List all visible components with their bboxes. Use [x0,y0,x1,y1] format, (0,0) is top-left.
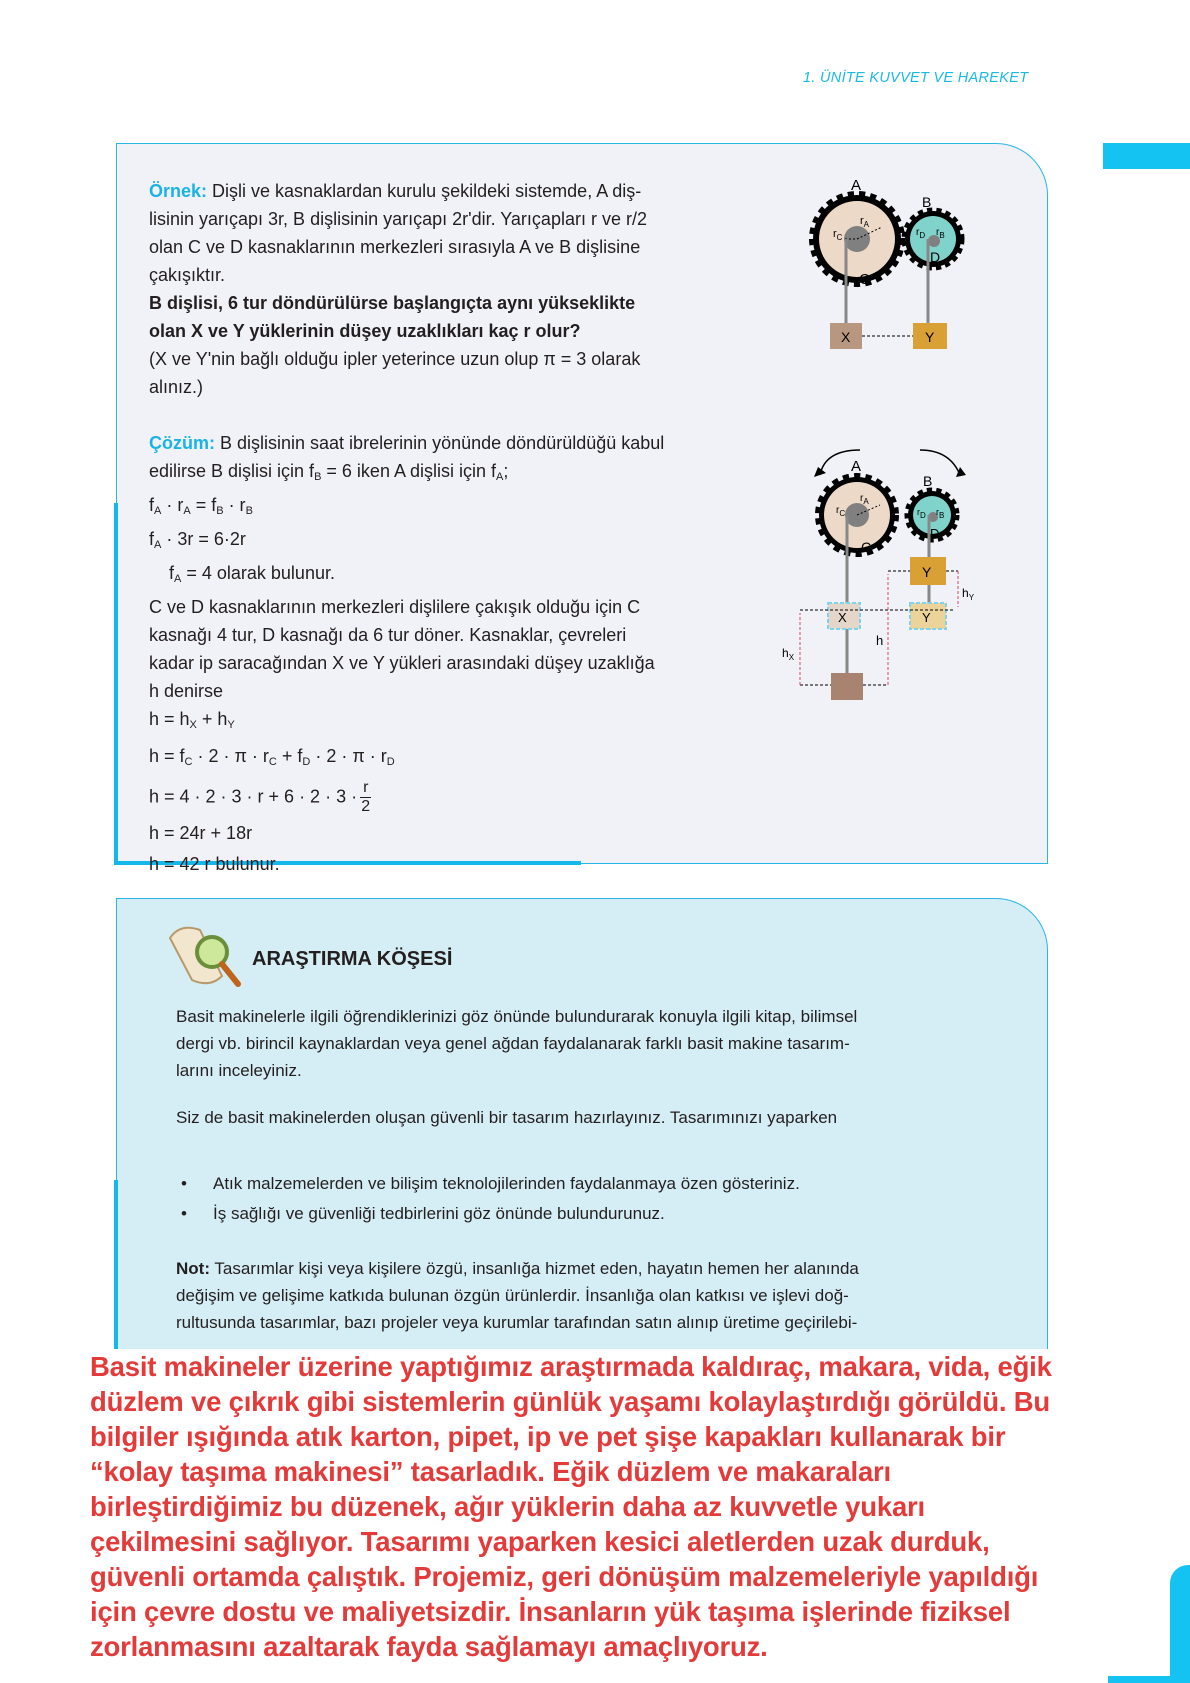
subscript: B [245,505,253,517]
scroll-magnifier-icon [160,918,246,994]
numerator: r [360,779,371,798]
label-rb: rB [936,507,945,520]
text-line: Basit makinelerle ilgili öğrendiklerinizi göz önünde bulundurarak konuyla ilgili kitap, bilimsel [176,1007,858,1026]
page-corner-marker [1108,1676,1190,1683]
solution-line [149,705,749,739]
label-b: B [922,194,932,210]
text-segment: h = 42 r bulunur. [149,854,280,874]
text-line: Tasarımlar kişi veya kişilere özgü, insanlığa hizmet eden, hayatın hemen her alanında [209,1259,859,1278]
text-segment: h = 24r + 18r [149,823,253,843]
text-segment: h = 4 · 2 · 3 · r + 6 · 2 · 3 · [149,786,358,807]
bullet: • [181,1174,187,1193]
text-segment: · r [223,495,246,515]
solution-line [149,850,749,878]
text-segment: h = h [149,709,190,729]
bullet: • [181,1204,187,1223]
note-label: Not: [176,1259,210,1278]
label-subscript: X [788,653,795,662]
text-line: değişim ve gelişime katkıda bulunan özgün ürünlerdir. İnsanlığa olan katkısı ve işlevi doğ- [176,1286,849,1305]
solution-line [149,559,749,593]
label-rd: $r_D$ [916,227,926,240]
solution-line [149,429,749,457]
label-x: X [838,610,847,625]
label-subscript: B [939,511,945,520]
question-line: olan X ve Y yüklerinin düşey uzaklıkları kaç r olur? [149,321,581,341]
label-y: Y [922,564,932,580]
fraction [360,779,371,816]
answer-line: için çevre dostu ve maliyetsizdir. İnsanların yük taşıma işlerinde fiziksel [90,1596,1011,1627]
bullet-item: Atık malzemelerden ve bilişim teknolojilerinden faydalanmaya özen gösteriniz. [213,1174,800,1193]
rotation-arrow-b [920,450,960,475]
answer-line: çekilmesini sağlıyor. Tasarımı yaparken kesici aletlerden uzak durduk, [90,1526,990,1557]
label-b: B [923,473,933,489]
label-subscript: A [863,220,870,229]
subscript: A [183,505,191,517]
text-line: dergi vb. birincil kaynaklardan veya genel ağdan faydalanarak farklı basit makine tasarım- [176,1034,850,1053]
solution-line [149,621,749,649]
label-x: X [841,329,851,345]
label-subscript: B [939,231,945,240]
text-segment: B dişlisinin saat ibrelerinin yönünde döndürüldüğü kabul [215,433,665,453]
label-rd: rD [917,507,926,520]
denominator: 2 [361,798,371,815]
subscript: C [184,756,193,768]
label-a: A [851,177,862,194]
bullet-item: İş sağlığı ve güvenliği tedbirlerini göz önünde bulundurunuz. [213,1204,665,1223]
answer-line: bilgiler ışığında atık karton, pipet, ip ve pet şişe kapakları kullanarak bir [90,1421,1006,1452]
answer-line: zorlanmasını azaltarak fayda sağlamayı amaçlıyoruz. [90,1631,768,1662]
solution-line [149,457,749,491]
label-hy: $h_Y$ [962,586,975,602]
label-rc: $r_C$ [836,505,846,518]
answer-text [90,1349,1110,1664]
answer-line: Basit makineler üzerine yaptığımız araştırmada kaldıraç, makara, vida, eğik [90,1351,1052,1382]
label-subscript: A [863,497,869,506]
label-c: C [859,271,870,288]
text-segment: h = f [149,746,185,766]
subscript: D [302,756,311,768]
text-segment: kadar ip saracağından X ve Y yükleri arasındaki düşey uzaklığa [149,653,655,673]
unit-header: 1. ÜNİTE KUVVET VE HAREKET [803,70,1029,86]
text-segment: f [149,563,175,583]
gear-system-diagram [800,175,980,355]
example-line: olan C ve D kasnaklarının merkezleri sırasıyla A ve B dişlisine [149,237,641,257]
solution-line [149,491,749,525]
label-d: D [930,526,940,541]
answer-line: güvenli ortamda çalıştık. Projemiz, geri dönüşüm malzemeleriyle yapıldığı [90,1561,1039,1592]
text-segment: · r [161,495,184,515]
label-subscript: C [839,509,846,518]
label-y: Y [925,329,935,345]
label-subscript: D [919,231,926,240]
label-y-initial: Y [922,610,931,625]
text-segment: = 6 iken A dişlisi için f [321,461,496,481]
subscript: A [496,471,504,483]
note-line: (X ve Y'nin bağlı olduğu ipler yeterince uzun olup π = 3 olarak [149,349,641,369]
label-ra: $r_A$ [860,215,870,229]
text-segment: f [149,495,155,515]
research-note [176,1255,986,1336]
box-edge-left [114,1180,118,1360]
subscript: X [189,719,197,731]
label-hx: $h_X$ [782,646,795,662]
page-tab-marker [1103,143,1190,169]
label-rb: $r_B$ [936,227,945,240]
solution-line [149,593,749,621]
example-line: çakışıktır. [149,265,226,285]
text-segment: edilirse B dişlisi için f [149,461,315,481]
text-segment: + h [196,709,228,729]
subscript: C [268,756,277,768]
answer-line: birleştirdiğimiz bu düzenek, ağır yüklerin daha az kuvvetle yukarı [90,1491,925,1522]
page-corner-marker [1170,1565,1190,1683]
label-h: h [876,633,884,648]
solution-text [149,429,749,878]
question-line: B dişlisi, 6 tur döndürülürse başlangıçta aynı yükseklikte [149,293,636,313]
text-segment: · 2 · π · r [192,746,269,766]
text-segment: + f [276,746,303,766]
example-line: Dişli ve kasnaklardan kurulu şekildeki sistemde, A diş- [207,181,642,201]
gear-a-icon [813,195,901,283]
text-segment: = f [190,495,217,515]
solution-line [149,525,749,559]
label-subscript: C [836,233,843,242]
text-segment: ; [503,461,509,481]
research-title: ARAŞTIRMA KÖŞESİ [252,948,453,970]
text-line: rultusunda tasarımlar, bazı projeler veya kurumlar tarafından satın alınıp üretime geçirilebi- [176,1313,858,1332]
solution-diagram [770,445,990,700]
text-line: larını inceleyiniz. [176,1061,302,1080]
text-segment: · 2 · π · r [310,746,387,766]
subscript: A [154,505,162,517]
subscript: A [154,539,162,551]
subscript: D [386,756,395,768]
text-segment: h denirse [149,681,224,701]
text-segment: kasnağı 4 tur, D kasnağı da 6 tur döner. Kasnaklar, çevreleri [149,625,627,645]
text-segment: · 3r = 6·2r [161,529,246,549]
subscript: B [314,471,322,483]
text-segment: C ve D kasnaklarının merkezleri dişlilere çakışık olduğu için C [149,597,641,617]
research-paragraph [176,1003,986,1084]
solution-label: Çözüm: [149,433,215,453]
solution-line [149,742,749,776]
solution-line [149,677,749,705]
box-edge-left [114,503,118,864]
solution-line [149,779,749,816]
answer-line: düzlem ve çıkrık gibi sistemlerin günlük yaşamı kolaylaştırdığı görüldü. Bu [90,1386,1050,1417]
example-line: lisinin yarıçapı 3r, B dişlisinin yarıçapı 2r'dir. Yarıçapları r ve r/2 [149,209,647,229]
example-label: Örnek: [149,181,208,201]
solution-line [149,819,749,847]
example-text [149,177,739,401]
label-d: D [930,249,941,265]
text-segment: f [149,529,155,549]
label-rc: $r_C$ [833,228,843,242]
label-subscript: Y [968,593,975,602]
label-a: A [851,458,862,475]
label-c: C [861,539,872,555]
solution-line [149,649,749,677]
subscript: Y [227,719,235,731]
text-segment: = 4 olarak bulunur. [181,563,335,583]
label-subscript: D [920,511,926,520]
label-ra: $r_A$ [860,493,869,506]
load-x-final [831,673,863,700]
subscript: B [216,505,224,517]
answer-line: “kolay taşıma makinesi” tasarladık. Eğik düzlem ve makaraları [90,1456,891,1487]
subscript: A [174,573,182,585]
research-paragraph-2: Siz de basit makinelerden oluşan güvenli bir tasarım hazırlayınız. Tasarımınızı yaparken [176,1108,838,1127]
note-line: alınız.) [149,377,204,397]
